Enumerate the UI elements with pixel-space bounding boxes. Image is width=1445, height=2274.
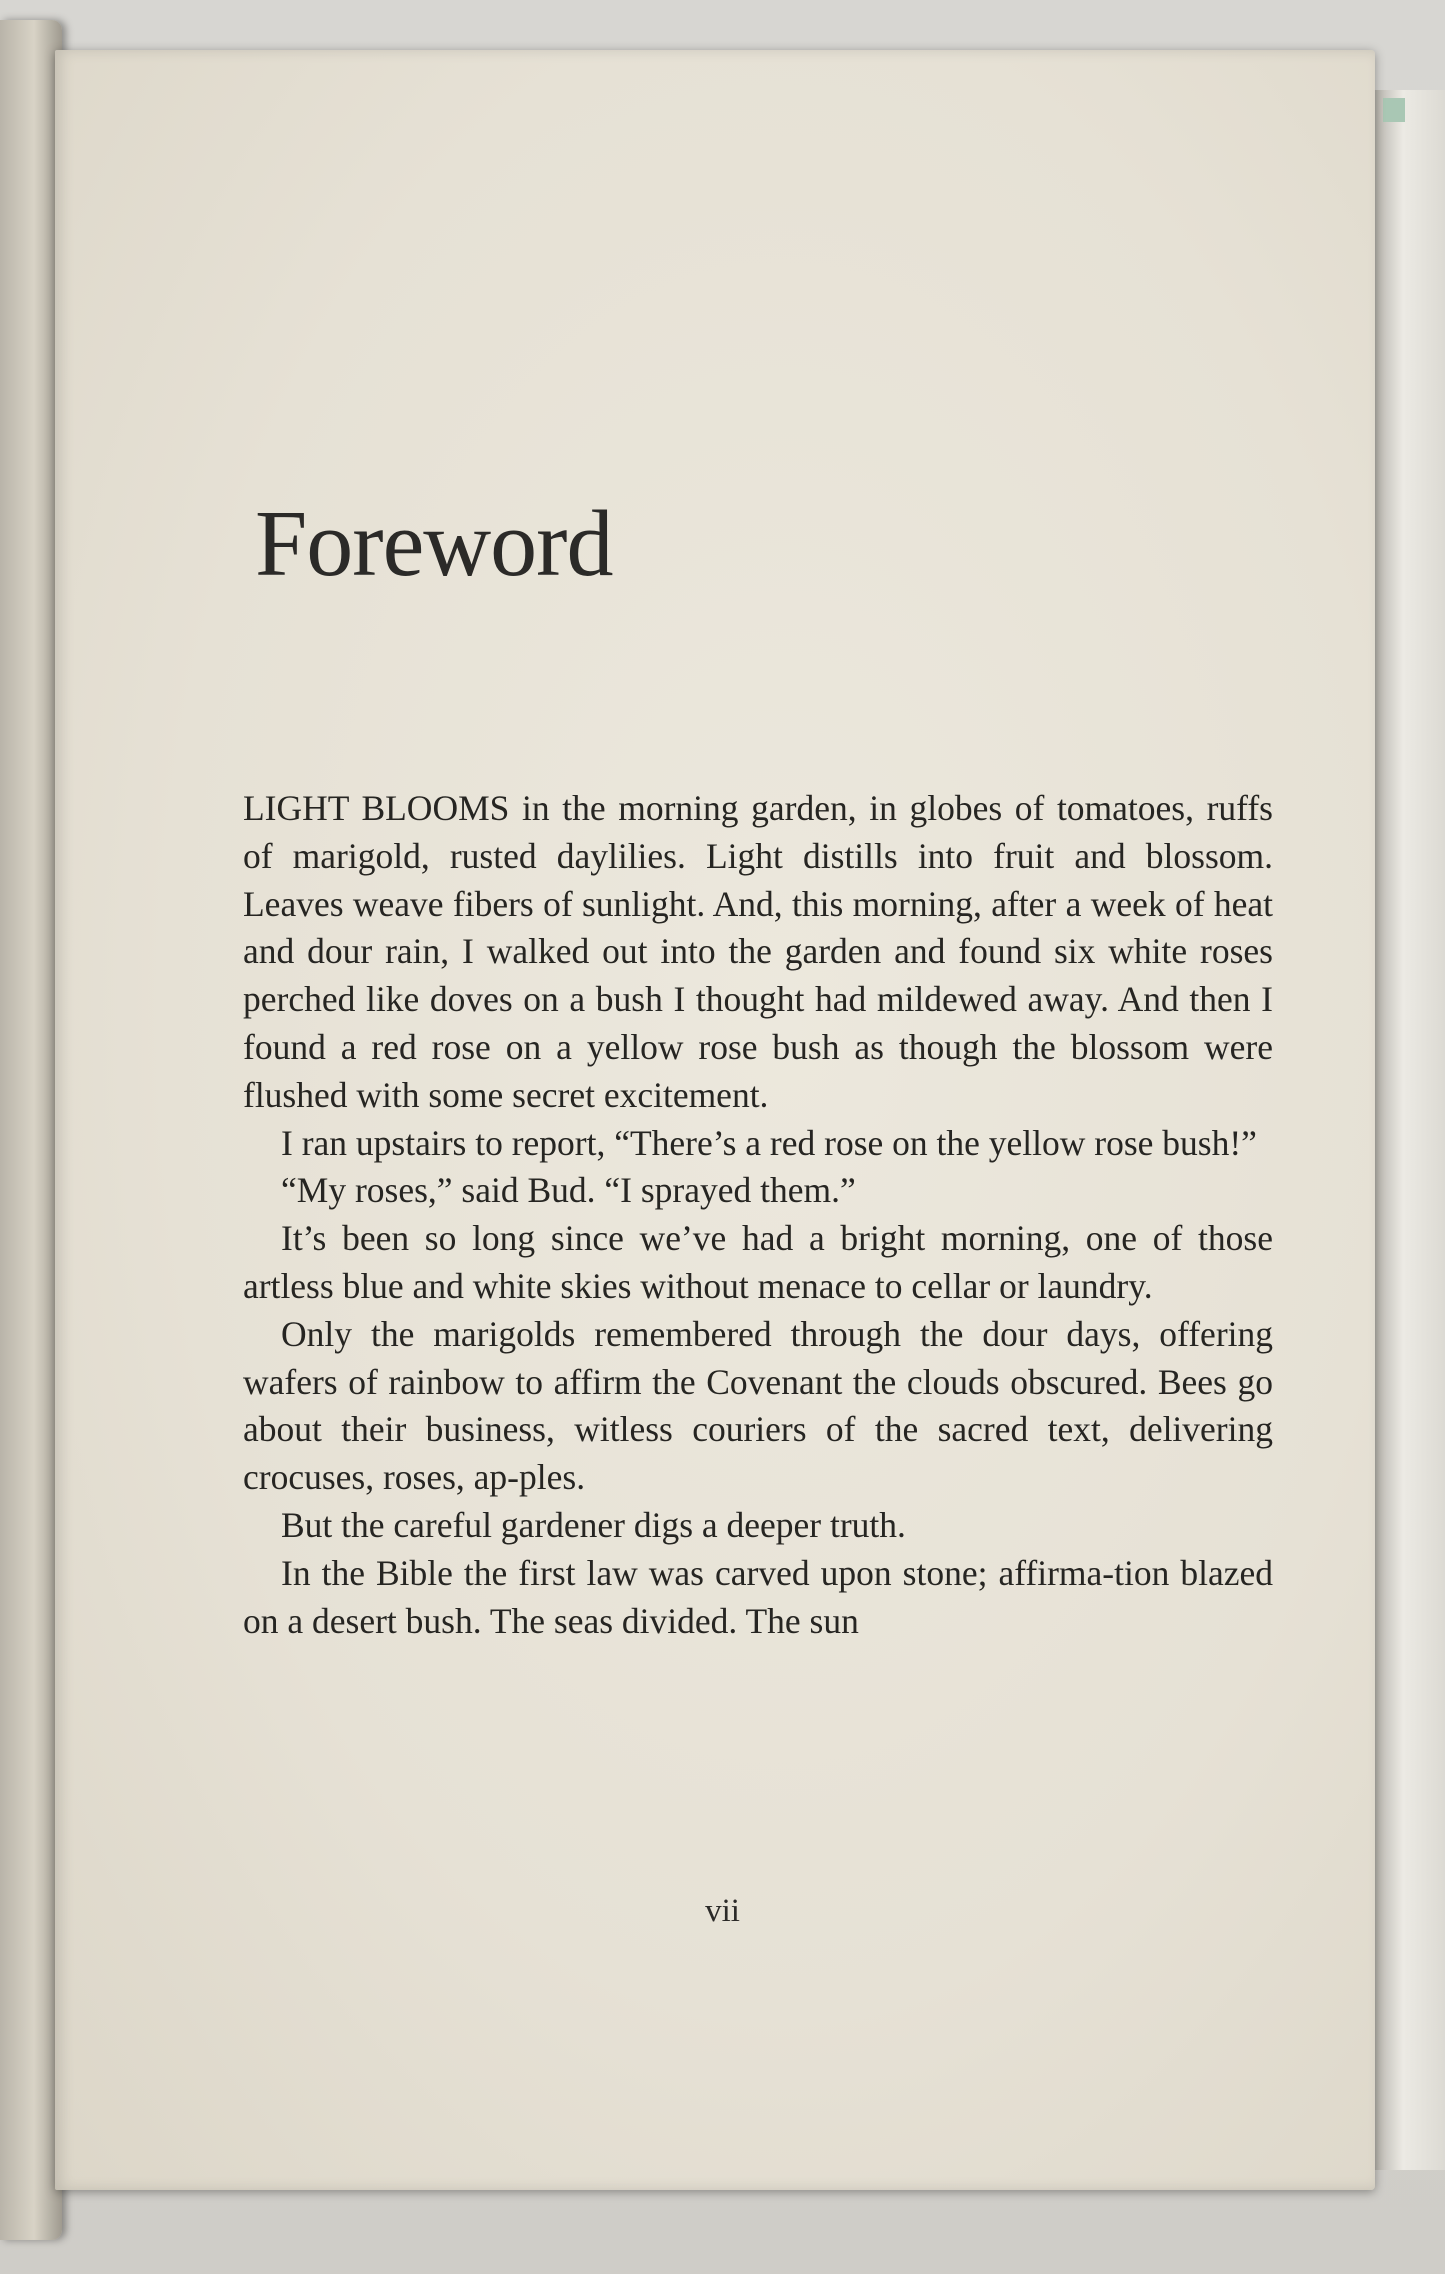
chapter-heading: Foreword [255,492,613,596]
book-page [55,50,1375,2190]
paragraph: LIGHT BLOOMS in the morning garden, in globes of tomatoes, ruffs of marigold, rusted daylilies. Light distills into fruit and blossom. Leaves weave fibers of sunlight. And, this morning, after a week of heat and dour rain, I walked out into the garden and found six white roses perched like doves on a bush I thought had mildewed away. And then I found a red rose on a yellow rose bush as though the blossom were flushed with some secret excitement. [243,788,1273,1115]
body-text [243,785,1273,1645]
book-cover-edge [1373,90,1445,2170]
paragraph: Only the marigolds remembered through the dour days, offering wafers of rainbow to affirm the Covenant the clouds obscured. Bees go about their business, witless couriers of the sacred text, delivering crocuses, roses, ap-ples. [243,1313,1273,1498]
cover-color-strip [1383,98,1405,122]
page-number: vii [705,1893,740,1929]
paragraph: But the careful gardener digs a deeper truth. [281,1504,906,1545]
paragraph: In the Bible the first law was carved upon stone; affirma-tion blazed on a desert bush. The seas divided. The sun [243,1552,1273,1641]
paragraph: I ran upstairs to report, “There’s a red rose on the yellow rose bush!” [281,1122,1257,1163]
paragraph: It’s been so long since we’ve had a bright morning, one of those artless blue and white skies without menace to cellar or laundry. [243,1218,1273,1306]
paragraph: “My roses,” said Bud. “I sprayed them.” [281,1170,856,1211]
